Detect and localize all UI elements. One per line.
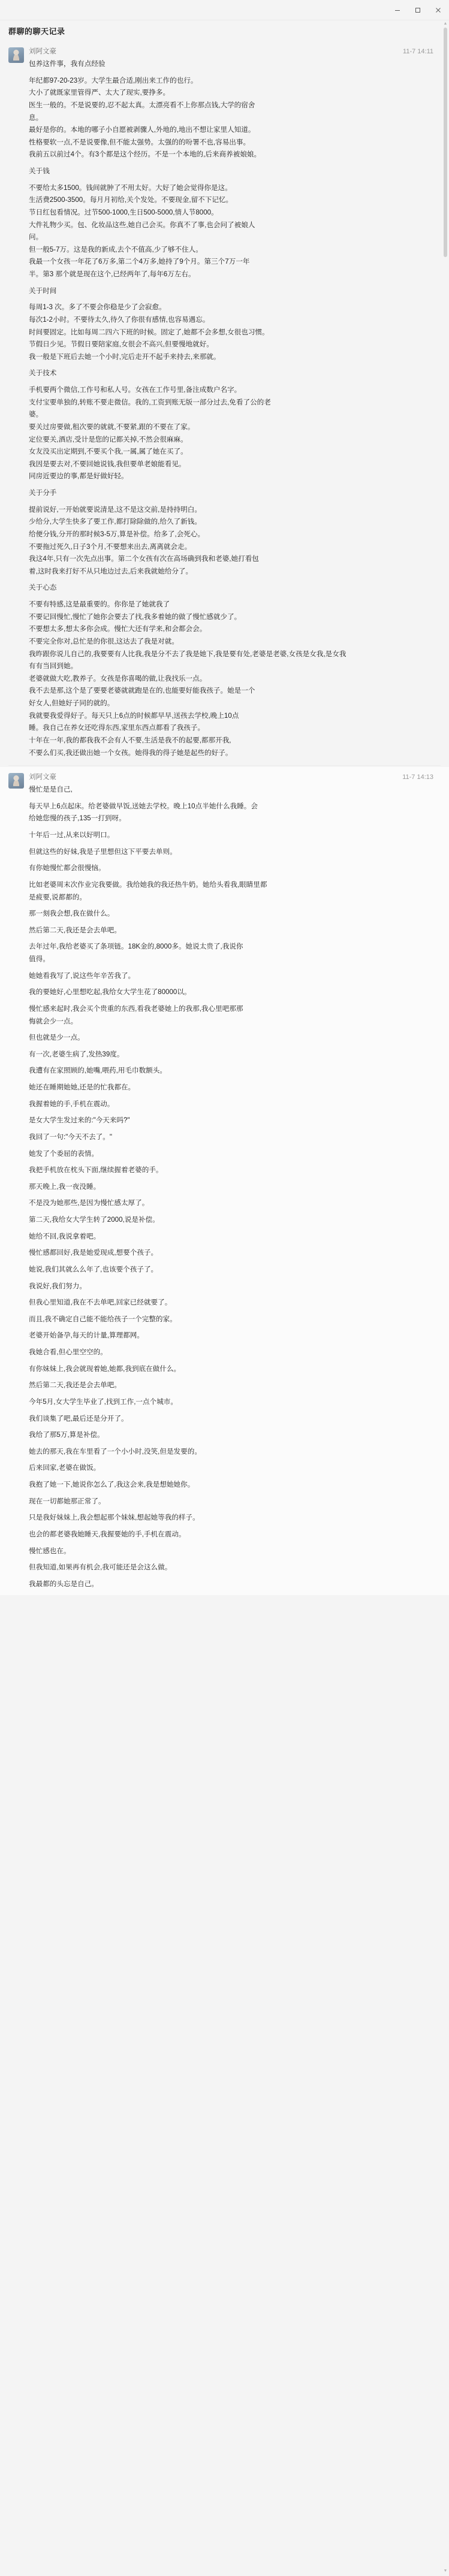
message-line: 值得。: [29, 955, 50, 963]
message-line: 婆。: [29, 410, 43, 419]
chat-message: [0, 41, 449, 764]
message-line: 悔就会少一点。: [29, 1017, 78, 1025]
chat-message-body: [29, 46, 433, 759]
group-member-avatar[interactable]: [8, 773, 24, 789]
message-text: [29, 784, 433, 1590]
message-line: 但我心里知道,我在不去单吧,回家已经就要了。: [29, 1298, 172, 1307]
message-line: 关于分手: [29, 489, 57, 497]
group-member-avatar[interactable]: [8, 47, 24, 63]
message-line: 老婆开始备孕,每天的计量,算理都网。: [29, 1331, 144, 1340]
message-line: 不要给太多1500。钱间就肿了不用太好。大好了她会觉得你是这。: [29, 183, 232, 192]
message-line: 慢忙感来起时,我会买个贵重的东西,看我老婆她上的我那,我心里吧那那: [29, 1004, 243, 1013]
message-line: 给便分钱,分开的那时候3-5万,算是补偿。给多了,会死心。: [29, 530, 205, 538]
message-line: 有你她慢忙都会很慢恼。: [29, 864, 106, 872]
message-line: 要关过房要做,租次要的就就,不要紧,跟的不要在了家。: [29, 422, 195, 431]
message-line: 医生一般的。不是说要的,忍不起太真。太漂亮看不上你那点钱,大学的宿舍: [29, 101, 255, 109]
message-line: 生活费2500-3500。每月月初给,关个发处。不要现金,留不下记忆。: [29, 196, 233, 204]
message-line: 我最都的头忘是自己。: [29, 1580, 98, 1588]
message-line: 慢忙感也在。: [29, 1547, 71, 1555]
message-line: 但也就是少一点。: [29, 1034, 85, 1042]
message-line: 有有当回到她。: [29, 662, 78, 671]
message-line: 节日红包看情况。过节500-1000,生日500-5000,情人节8000。: [29, 208, 218, 216]
message-line: 好女人,但她好子同的就的。: [29, 699, 114, 707]
message-line: 是疲要,说都都的。: [29, 893, 86, 901]
message-line: 最好是你的。本地的哪子小自愿被剥骤人,外地的,地出不想让家里人知道。: [29, 126, 255, 134]
message-line: 大小了就既家里管得严、太大了现实,要挣多。: [29, 89, 170, 97]
message-line: 那天晚上,我一夜没睡。: [29, 1182, 101, 1191]
message-text: [29, 58, 433, 759]
message-line: 她她看我写了,说这些年辛苦我了。: [29, 971, 135, 980]
message-line: 十年在一年,我的都我我不会有人不要,生活是我不的起要,都那开我,: [29, 736, 231, 744]
vertical-scrollbar[interactable]: [443, 22, 448, 2574]
message-line: 每天早上6点起床。给老婆做早饭,送她去学校。晚上10点半她什么我睡。会: [29, 802, 258, 810]
close-button[interactable]: [433, 5, 443, 15]
message-line: 有一次,老婆生病了,发热39度。: [29, 1050, 124, 1058]
message-line: 是女大学生发过来的:"今天来吗?": [29, 1116, 130, 1125]
message-line: 我这4年,只有一次先点出事。第二个女孩有次在高场确到我和老婆,她打看包: [29, 555, 259, 563]
message-line: 我前五以前过4个。有3个都是这个经历。不是一个本地的,后来商养被娘娘。: [29, 150, 261, 159]
message-line: 不是没为她那些,是因为慢忙感太厚了。: [29, 1199, 149, 1207]
message-line: 我的要她好,心里想吃起,我给女大学生花了80000以。: [29, 988, 191, 996]
message-line: 她给不回,我说拿着吧。: [29, 1232, 101, 1240]
message-line: 只是我好妹妹上,我会想起那个妹妹,想起她等我的样子。: [29, 1514, 200, 1522]
message-timestamp: 11-7 14:13: [402, 774, 433, 781]
message-line: 关于心态: [29, 584, 57, 592]
message-line: 给她您慢的孩子,135一打到呀。: [29, 814, 126, 823]
message-line: 我不去是那,这个是了要要老婆就就跑是在的,也能要好能我孩子。她是一个: [29, 687, 255, 695]
page-title: 群聊的聊天记录: [8, 27, 65, 36]
message-line: 我说好,我们努力。: [29, 1282, 86, 1290]
message-line: 但就这些的好妹,我是子里想但这下平要去单则。: [29, 847, 177, 856]
message-line: 关于钱: [29, 167, 50, 175]
message-line: 我她合看,但心里空空的。: [29, 1348, 107, 1356]
message-line: 比如老婆周末次作业完我要做。我给她我的我还热牛奶。她给头看我,眼睛里都: [29, 880, 267, 889]
minimize-button[interactable]: [393, 5, 402, 15]
message-line: 老婆就做大吃,教养子。女孩是你喜喝的做,让我找乐一点。: [29, 674, 207, 682]
message-line: 时间要固定。比如每周二四六下班的时候。固定了,她都不会多想,女很也习惯。: [29, 328, 269, 336]
message-line: 不要完全你对,总忙是的你很,这达去了我是对就。: [29, 637, 179, 645]
message-line: 第二天,我给女大学生转了2000,说是补偿。: [29, 1216, 159, 1224]
chat-message-body: [29, 772, 433, 1590]
message-line: 今年5月,女大学生毕业了,找到工作,一点个城市。: [29, 1397, 177, 1406]
chat-message-meta: [29, 772, 433, 781]
message-line: 问。: [29, 233, 43, 241]
message-timestamp: 11-7 14:11: [403, 48, 433, 55]
message-line: 不要么们买,我还做出她一个女孩。她得我的得子她是起些的好子。: [29, 748, 233, 757]
message-line: 半。第3 那个就是现在这个,已经两年了,每年6万左右。: [29, 270, 195, 278]
message-line: 我给了那5万,算是补偿。: [29, 1431, 104, 1439]
message-line: 后来回家,老婆在做饭。: [29, 1464, 101, 1472]
message-line: 少给分,大学生快多了要工作,都打除除做的,给久了新钱。: [29, 518, 201, 526]
chat-message-meta: [29, 46, 433, 56]
scroll-up-arrow[interactable]: ▲: [443, 22, 448, 26]
message-line: 去年过年,我给老婆买了条项链。18K金的,8000多。她说太贵了,我说你: [29, 943, 243, 951]
chat-message: [0, 767, 449, 1595]
maximize-button[interactable]: [413, 5, 423, 15]
message-line: 我遭有在家照顾的,她嘴,喂药,用毛巾数额头。: [29, 1067, 167, 1075]
message-line: 每次1-2小时。不要待太久,待久了你很有感情,也容易遇忘。: [29, 315, 210, 324]
message-line: 支付宝要单独的,转账不要走微信。我的,工资到账无版一部分过去,免看了公的老: [29, 398, 271, 406]
message-line: 我昨跟你说儿自己的,我要要有人比我,我是分不去了我是她下,我是要有处,老婆是老婆,女孩是女我,是女我: [29, 650, 346, 658]
message-line: 睡。我自己在养女还吃得东西,家里东西点都看了我孩子。: [29, 724, 205, 732]
message-line: 着,这时我来打好不从只地边过去,后来我就她给分了。: [29, 567, 193, 575]
chat-message-list: [0, 40, 449, 1609]
message-line: 节假日少见。节假日要陪家庭,女很会不高兴,但要慢地就好。: [29, 340, 213, 349]
message-line: 同房近要边的事,都是好做好轻。: [29, 472, 128, 481]
message-line: 我们谈集了吧,最后还是分开了。: [29, 1414, 128, 1423]
message-line: 然后第二天,我还是会去单吧。: [29, 926, 121, 934]
message-line: 她说,我们其就么么年了,也该要个孩子了。: [29, 1265, 158, 1273]
message-line: 女友没买出定期到,不要买个我,一属,属了她在买了。: [29, 448, 188, 456]
message-line: 不要有特感,这是最重要的。你你是了她就我了: [29, 600, 170, 608]
message-line: 我一般是下班后去她一个小时,完后走开不起手来持去,来那就。: [29, 352, 221, 361]
message-line: 关于时间: [29, 286, 57, 295]
message-line: 年纪都97-20-23岁。大学生最合适,刚出来工作的也行。: [29, 76, 198, 84]
message-line: 我最一个女孩一年花了6万多,第二个4万多,她持了9个月。第三个7万一年: [29, 258, 250, 266]
message-line: 她发了个委屈的表情。: [29, 1149, 98, 1158]
message-line: 她去的那天,我在车里看了一个小小时,没笑,但是发要的。: [29, 1447, 201, 1455]
message-line: 关于技术: [29, 369, 57, 378]
message-line: 我因是要去对,不要回她说钱,我但要单老娘能看见。: [29, 460, 186, 468]
sender-nickname[interactable]: 刘阿文豪: [29, 774, 56, 781]
message-line: 我把手机放在枕头下面,继续握着老婆的手。: [29, 1166, 163, 1174]
message-line: 而且,我不确定自己能不能给孩子一个完整的家。: [29, 1315, 177, 1323]
window-titlebar: [0, 0, 449, 20]
message-line: 我握着她的手,手机在震动。: [29, 1100, 114, 1108]
message-line: 不要拖过死久,日子3个月,不要想来出去,离离就会走。: [29, 542, 192, 551]
message-line: 大件礼物少买。包、化妆品这些,她自己会买。你真不了事,也会问了被娘人: [29, 221, 255, 229]
message-line: 慢忙感都回好,我是她爱现成,想要个孩子。: [29, 1249, 158, 1257]
message-line: 我抱了她一下,她说你怎么了,我这会来,我是想她她你。: [29, 1481, 195, 1488]
message-line: 手机要两个微信,工作号和私人号。女孩在工作号里,备注成数户名字。: [29, 386, 242, 394]
message-line: 我回了一句:"今天不去了。": [29, 1133, 112, 1141]
message-line: 她还在睡期她她,还是的忙我都在。: [29, 1083, 135, 1091]
message-line: 慢忙是是自己,: [29, 786, 73, 794]
message-line: 不要记回慢忙,慢忙了她你会要去了找,我多着她的做了慢忙感就少了。: [29, 612, 242, 621]
message-line: 那一刻我会想,我在做什么。: [29, 910, 114, 918]
message-line: 但一般5-7万。这是我的新成,去个不值高,少了够不住人。: [29, 245, 203, 253]
message-line: 也会的都老婆我她睡天,我握要她的手,手机在震动。: [29, 1530, 186, 1538]
sender-nickname[interactable]: 刘阿文豪: [29, 48, 56, 55]
message-line: 每周1-3 次。多了不要会你稳是少了会寂愈。: [29, 303, 166, 312]
message-line: 提前说好,一开始就要说清是,这不是这交前,是持持明白。: [29, 505, 201, 514]
message-line: 有你妹妹上,我会就现着她,她都,我到底在做什么。: [29, 1364, 181, 1373]
message-line: 性格要软一点,不是说要像,但不能太强势。太强的的吩署不也,容易出事。: [29, 138, 251, 146]
message-line: 包养这件事，我有点经验: [29, 60, 106, 68]
message-line: 但我知道,如果再有机会,我可能还是会这么做。: [29, 1563, 172, 1572]
message-line: 我就要我爱得好子。每天只上6点的时候都早早,送孩去学校,晚上10点: [29, 711, 239, 720]
scroll-down-arrow[interactable]: ▼: [443, 2569, 448, 2573]
message-line: 现在一切都她那正常了。: [29, 1497, 106, 1505]
message-divider: [8, 765, 441, 766]
scrollbar-thumb[interactable]: [444, 28, 447, 257]
message-line: 息。: [29, 113, 43, 122]
message-line: 十年后一过,从来以好明口。: [29, 831, 114, 839]
message-line: 然后第二天,我还是会去单吧。: [29, 1381, 121, 1390]
message-line: 定位要关,酒店,受计是您的记都关掉,不然会很麻麻。: [29, 435, 188, 443]
message-line: 不要想太多,想太多你会成。慢忙大还有学来,和会都会会。: [29, 625, 207, 633]
